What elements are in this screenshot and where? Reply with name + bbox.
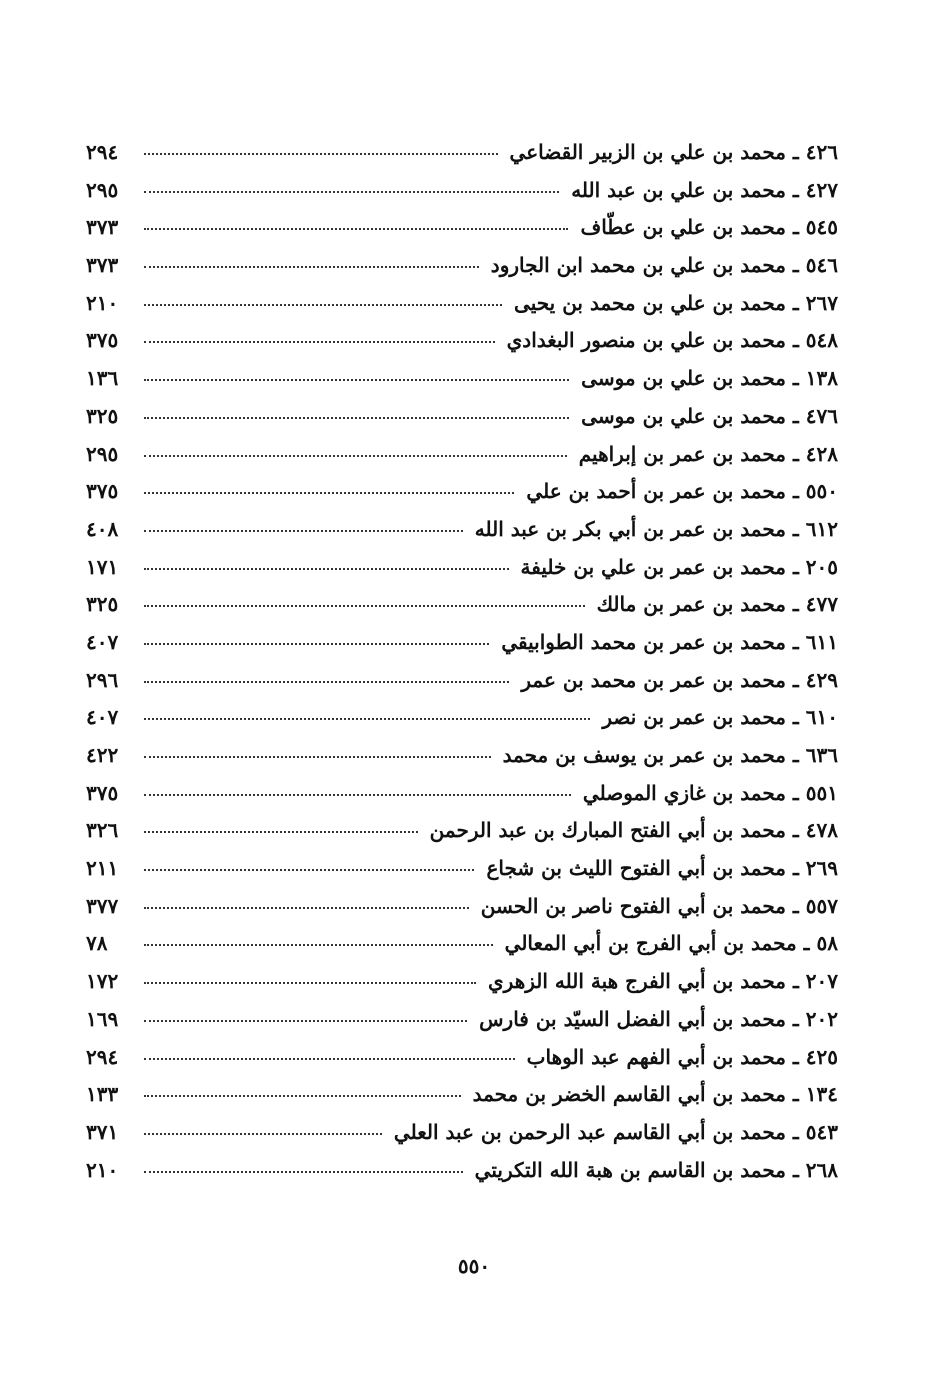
index-entry xyxy=(86,398,838,436)
entry-name: ٢٦٩ ـ محمد بن أبي الفتوح الليث بن شجاع xyxy=(486,856,838,881)
index-entry xyxy=(86,436,838,474)
entry-name: ١٣٤ ـ محمد بن أبي القاسم الخضر بن محمد xyxy=(472,1082,838,1107)
dot-leader xyxy=(144,1058,515,1060)
entry-name: ٢٦٧ ـ محمد بن علي بن محمد بن يحيى xyxy=(514,290,838,315)
dot-leader xyxy=(144,944,493,946)
entry-page-number: ٢٩٤ xyxy=(86,140,119,164)
entry-name: ٤٢٥ ـ محمد بن أبي الفهم عبد الوهاب xyxy=(526,1044,838,1069)
index-entry xyxy=(86,549,838,587)
index-entry xyxy=(86,285,838,323)
entry-page-number: ٢١١ xyxy=(86,856,119,881)
dot-leader xyxy=(144,718,590,720)
index-entry xyxy=(86,322,838,360)
dot-leader xyxy=(144,530,463,532)
entry-page-number: ٤٠٧ xyxy=(86,705,119,730)
dot-leader xyxy=(144,831,418,833)
entry-name: ٢٦٨ ـ محمد بن القاسم بن هبة الله التكريتي xyxy=(474,1157,838,1182)
entry-name: ٥٥٠ ـ محمد بن عمر بن أحمد بن علي xyxy=(526,479,838,504)
entry-name: ٦١٠ ـ محمد بن عمر بن نصر xyxy=(602,705,838,730)
entry-page-number: ١٧١ xyxy=(86,554,119,579)
entry-name: ٢٠٢ ـ محمد بن أبي الفضل السيّد بن فارس xyxy=(479,1006,838,1031)
dot-leader xyxy=(144,455,567,457)
entry-name: ٤٧٧ ـ محمد بن عمر بن مالك xyxy=(596,592,838,617)
entry-page-number: ٣٢٦ xyxy=(86,818,119,843)
entry-page-number: ٤٠٨ xyxy=(86,516,119,541)
entry-page-number: ٣٧٧ xyxy=(86,893,119,918)
entry-page-number: ٣٢٥ xyxy=(86,592,119,617)
dot-leader xyxy=(144,1020,467,1022)
entry-name: ٤٧٨ ـ محمد بن أبي الفتح المبارك بن عبد الرحمن xyxy=(429,818,838,843)
dot-leader xyxy=(144,341,495,343)
entry-name: ٥٥١ ـ محمد بن غازي الموصلي xyxy=(582,780,838,805)
entry-name: ٤٢٨ ـ محمد بن عمر بن إبراهيم xyxy=(578,441,838,466)
index-entry xyxy=(86,247,838,285)
entry-page-number: ١٣٣ xyxy=(86,1082,119,1107)
index-entry xyxy=(86,209,838,247)
dot-leader xyxy=(144,681,509,683)
index-entry xyxy=(86,1076,838,1114)
dot-leader xyxy=(144,643,489,645)
entry-name: ٦٣٦ ـ محمد بن عمر بن يوسف بن محمد xyxy=(502,743,838,767)
entry-page-number: ٢٩٤ xyxy=(86,1044,119,1069)
index-entry xyxy=(86,1039,838,1077)
entry-page-number: ٢٩٥ xyxy=(86,441,119,466)
entry-page-number: ٢١٠ xyxy=(86,290,119,315)
index-entry xyxy=(86,888,838,926)
index-entry xyxy=(86,737,838,775)
dot-leader xyxy=(144,1133,382,1135)
entry-page-number: ٤٠٧ xyxy=(86,629,119,654)
index-entry xyxy=(86,511,838,549)
index-entry xyxy=(86,699,838,737)
entry-page-number: ٣٧٣ xyxy=(86,215,119,240)
entry-name: ٤٢٧ ـ محمد بن علي بن عبد الله xyxy=(571,177,838,202)
entry-page-number: ٧٨ xyxy=(86,931,108,956)
dot-leader xyxy=(144,153,498,155)
entry-page-number: ٢٩٥ xyxy=(86,177,119,202)
entry-name: ٢٠٥ ـ محمد بن عمر بن علي بن خليفة xyxy=(520,554,838,579)
dot-leader xyxy=(144,492,514,494)
index-entry xyxy=(86,134,838,172)
entry-page-number: ٣٧٣ xyxy=(86,253,119,278)
entry-name: ٦١٢ ـ محمد بن عمر بن أبي بكر بن عبد الله xyxy=(474,516,838,541)
entry-name: ١٣٨ ـ محمد بن علي بن موسى xyxy=(581,366,838,391)
index-list xyxy=(86,134,838,1189)
index-entry xyxy=(86,775,838,813)
index-entry xyxy=(86,1001,838,1039)
entry-name: ٤٧٦ ـ محمد بن علي بن موسى xyxy=(581,403,838,428)
entry-page-number: ١٧٢ xyxy=(86,969,119,994)
index-entry xyxy=(86,586,838,624)
dot-leader xyxy=(144,304,502,306)
entry-page-number: ٣٧٥ xyxy=(86,780,119,805)
entry-page-number: ٢٩٦ xyxy=(86,667,119,692)
index-entry xyxy=(86,1114,838,1152)
entry-name: ٥٤٨ ـ محمد بن علي بن منصور البغدادي xyxy=(506,328,838,353)
dot-leader xyxy=(144,266,479,268)
index-entry xyxy=(86,360,838,398)
dot-leader xyxy=(144,605,585,607)
index-entry xyxy=(86,812,838,850)
dot-leader xyxy=(144,228,568,230)
entry-name: ٥٤٣ ـ محمد بن أبي القاسم عبد الرحمن بن عبد العلي xyxy=(393,1119,838,1144)
index-entry xyxy=(86,624,838,662)
entry-page-number: ١٦٩ xyxy=(86,1006,119,1031)
index-entry xyxy=(86,963,838,1001)
dot-leader xyxy=(144,417,569,419)
entry-name: ٥٥٧ ـ محمد بن أبي الفتوح ناصر بن الحسن xyxy=(480,893,838,918)
dot-leader xyxy=(144,869,474,871)
entry-name: ٤٢٦ ـ محمد بن علي بن الزبير القضاعي xyxy=(509,140,838,164)
index-entry xyxy=(86,662,838,700)
dot-leader xyxy=(144,1171,463,1173)
dot-leader xyxy=(144,794,571,796)
index-entry xyxy=(86,925,838,963)
entry-page-number: ١٣٦ xyxy=(86,366,119,391)
dot-leader xyxy=(144,191,559,193)
dot-leader xyxy=(144,907,469,909)
entry-name: ٥٨ ـ محمد بن أبي الفرج بن أبي المعالي xyxy=(504,931,838,956)
page-number: ٥٥٠ xyxy=(457,1254,491,1278)
entry-page-number: ٣٢٥ xyxy=(86,403,119,428)
index-entry xyxy=(86,473,838,511)
entry-name: ٢٠٧ ـ محمد بن أبي الفرج هبة الله الزهري xyxy=(488,969,838,994)
dot-leader xyxy=(144,568,509,570)
entry-page-number: ٣٧٥ xyxy=(86,479,119,504)
entry-name: ٤٢٩ ـ محمد بن عمر بن محمد بن عمر xyxy=(521,667,838,692)
index-entry xyxy=(86,1152,838,1190)
entry-page-number: ٢١٠ xyxy=(86,1157,119,1182)
dot-leader xyxy=(144,982,476,984)
entry-page-number: ٤٢٢ xyxy=(86,743,119,767)
entry-page-number: ٣٧٥ xyxy=(86,328,119,353)
dot-leader xyxy=(144,379,569,381)
entry-name: ٦١١ ـ محمد بن عمر بن محمد الطوابيقي xyxy=(501,629,838,654)
dot-leader xyxy=(144,1095,461,1097)
entry-page-number: ٣٧١ xyxy=(86,1119,119,1144)
index-entry xyxy=(86,172,838,210)
index-entry xyxy=(86,850,838,888)
entry-name: ٥٤٦ ـ محمد بن علي بن محمد ابن الجارود xyxy=(490,253,838,278)
dot-leader xyxy=(144,756,491,758)
entry-name: ٥٤٥ ـ محمد بن علي بن عطّاف xyxy=(580,215,838,240)
